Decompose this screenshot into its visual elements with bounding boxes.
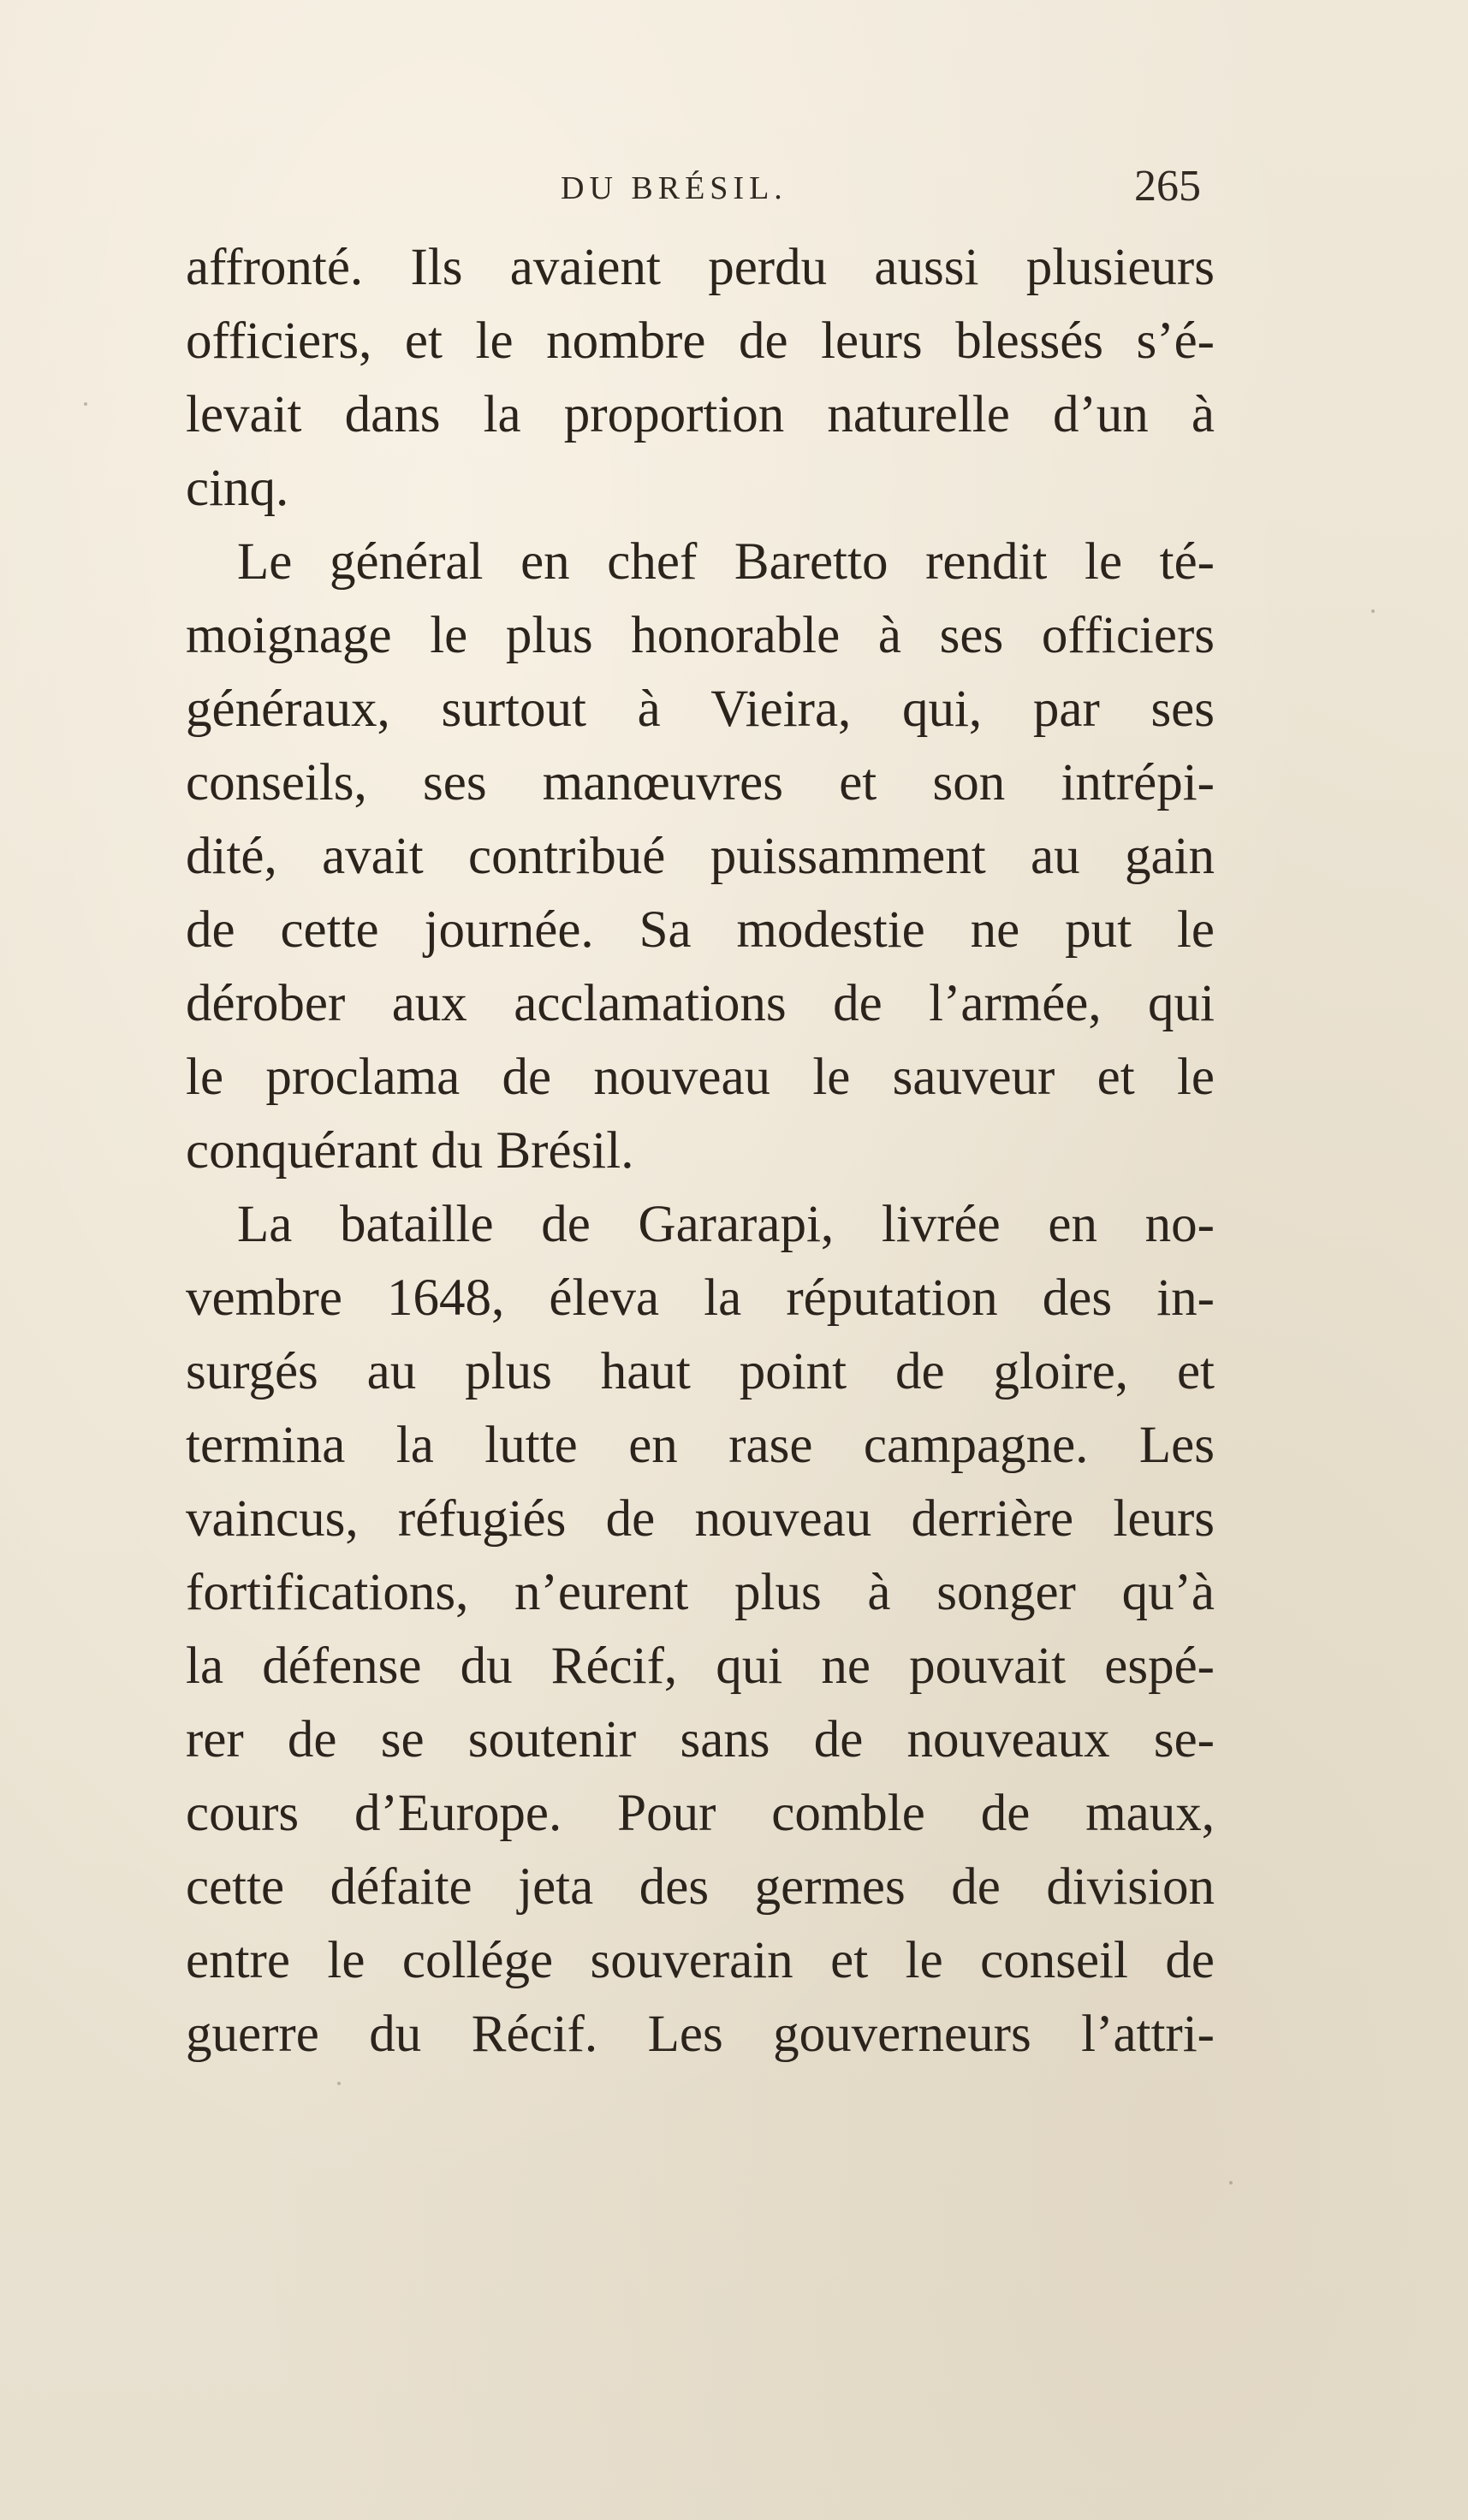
text-line: de cette journée. Sa modestie ne put le xyxy=(186,901,1215,959)
text-line: officiers, et le nombre de leurs blessés s’é- xyxy=(186,312,1215,370)
text-line: cours d’Europe. Pour comble de maux, xyxy=(186,1785,1215,1842)
text-line: affronté. Ils avaient perdu aussi plusieurs xyxy=(186,239,1215,296)
paper-speck xyxy=(337,2082,341,2085)
text-line: surgés au plus haut point de gloire, et xyxy=(186,1343,1215,1400)
text-line: dérober aux acclamations de l’armée, qui xyxy=(186,975,1215,1032)
text-line: rer de se soutenir sans de nouveaux se- xyxy=(186,1711,1215,1768)
text-line: termina la lutte en rase campagne. Les xyxy=(186,1417,1215,1474)
text-line: conquérant du Brésil. xyxy=(186,1122,634,1180)
text-line: vaincus, réfugiés de nouveau derrière leurs xyxy=(186,1490,1215,1548)
text-line: conseils, ses manœuvres et son intrépi- xyxy=(186,754,1215,811)
text-line: cette défaite jeta des germes de division xyxy=(186,1858,1215,1916)
text-line: la défense du Récif, qui ne pouvait espé- xyxy=(186,1637,1215,1695)
text-line: vembre 1648, éleva la réputation des in- xyxy=(186,1269,1215,1327)
text-line: levait dans la proportion naturelle d’un à xyxy=(186,386,1215,443)
text-line: guerre du Récif. Les gouverneurs l’attri- xyxy=(186,2006,1215,2063)
running-head: DU BRÉSIL. xyxy=(561,170,787,206)
text-line: moignage le plus honorable à ses officiers xyxy=(186,607,1215,664)
page-header xyxy=(0,162,1468,221)
paper-speck xyxy=(1371,609,1375,613)
text-line: La bataille de Gararapi, livrée en no- xyxy=(237,1196,1215,1253)
text-line: Le général en chef Baretto rendit le té- xyxy=(237,533,1215,591)
page-number: 265 xyxy=(1134,162,1201,211)
text-line: cinq. xyxy=(186,460,289,517)
text-line: généraux, surtout à Vieira, qui, par ses xyxy=(186,681,1215,738)
paper-speck xyxy=(1229,2181,1233,2184)
text-line: fortifications, n’eurent plus à songer qu’à xyxy=(186,1564,1215,1621)
body-text xyxy=(186,231,1215,2071)
text-line: dité, avait contribué puissamment au gain xyxy=(186,828,1215,885)
text-line: entre le collége souverain et le conseil de xyxy=(186,1932,1215,1989)
paper-speck xyxy=(84,402,87,406)
text-line: le proclama de nouveau le sauveur et le xyxy=(186,1049,1215,1106)
